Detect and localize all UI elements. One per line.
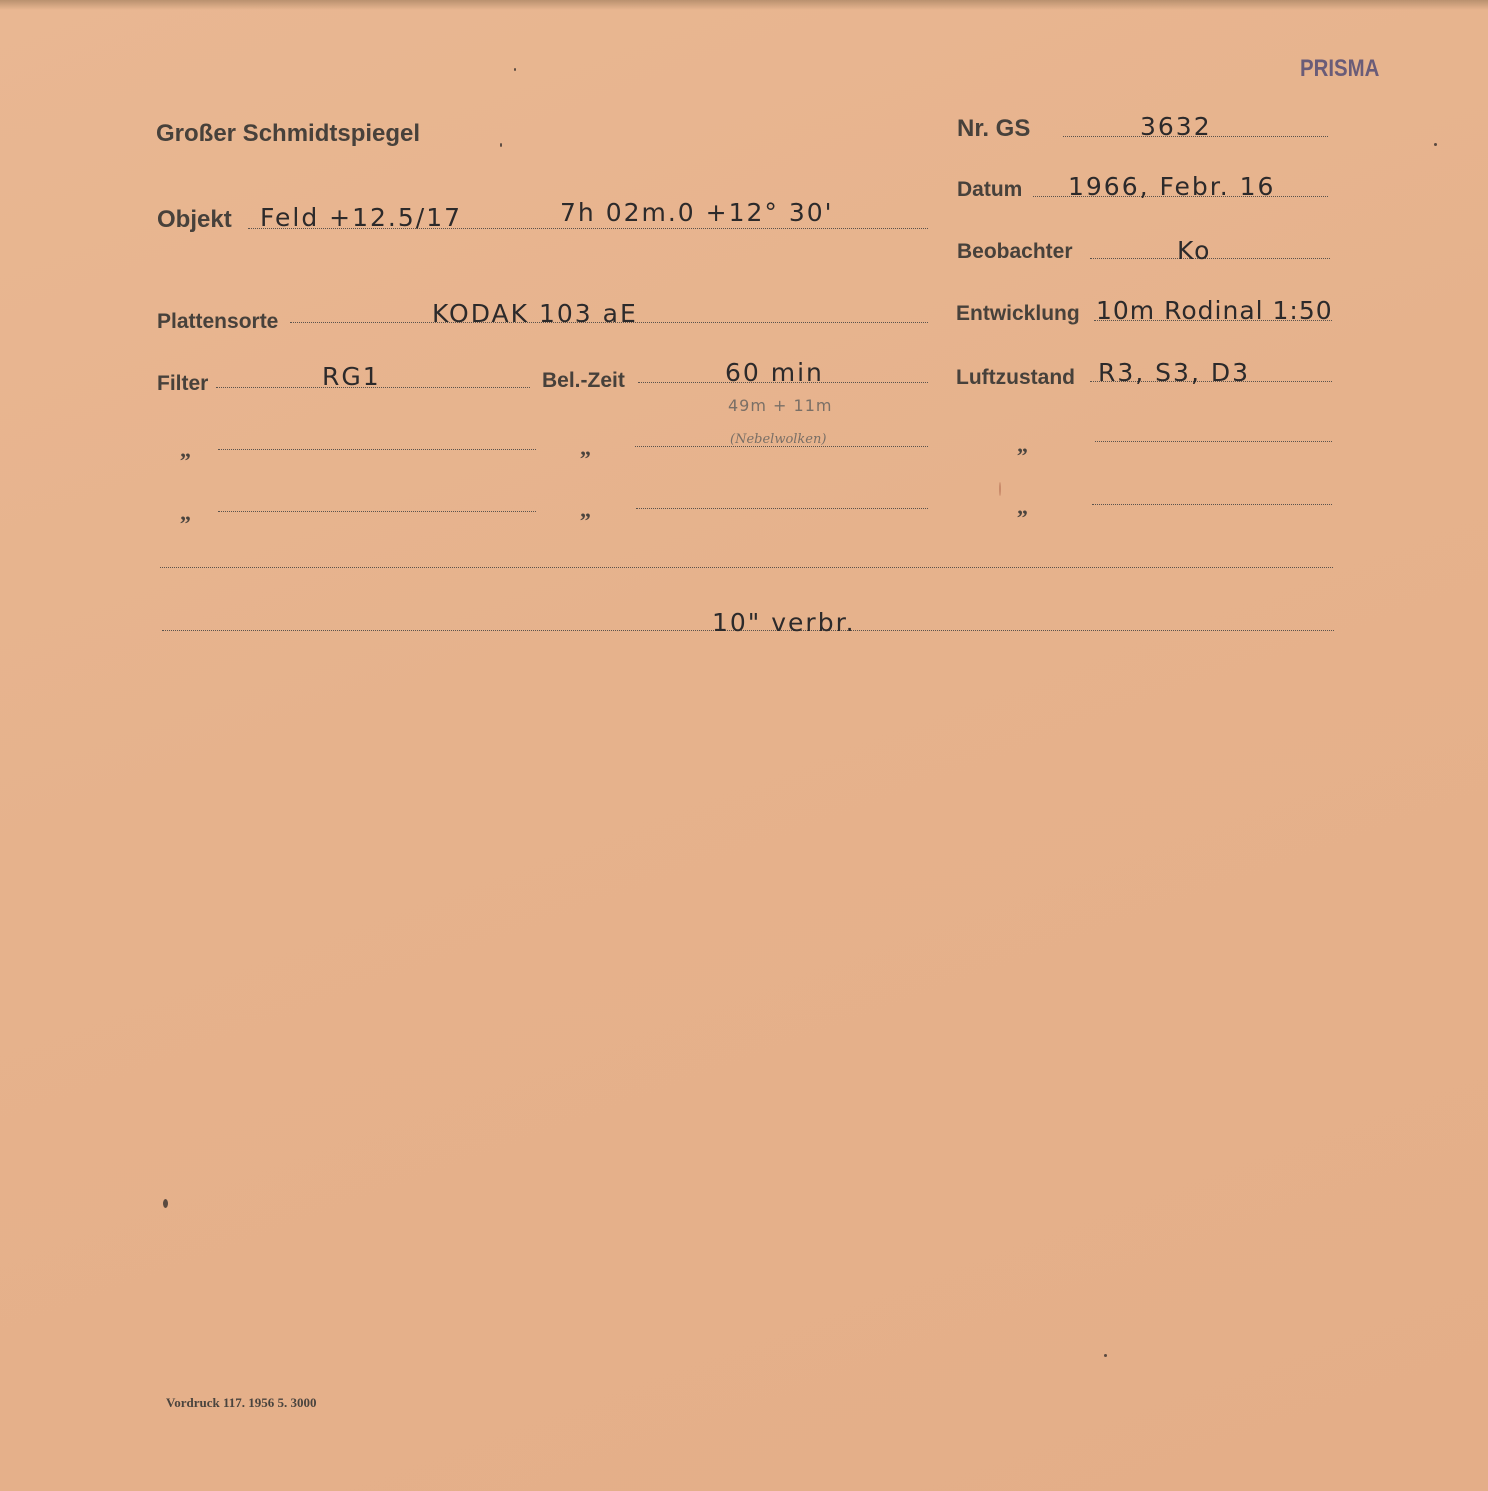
prisma-stamp: PRISMA: [1300, 55, 1380, 82]
beobachter-value: Ko: [1177, 236, 1212, 265]
card-title: Großer Schmidtspiegel: [156, 120, 421, 147]
datum-value: 1966, Febr. 16: [1068, 172, 1276, 201]
paper-speck: [1104, 1354, 1107, 1357]
luftzustand-value: R3, S3, D3: [1098, 358, 1250, 387]
top-edge-shadow: [0, 0, 1488, 10]
form-print-note: Vordruck 117. 1956 5. 3000: [166, 1395, 317, 1410]
nr-gs-value: 3632: [1140, 112, 1212, 141]
ditto-mark-belzeit-2: „: [580, 497, 591, 522]
plattensorte-label: Plattensorte: [157, 310, 279, 333]
belzeit-label: Bel.-Zeit: [542, 369, 625, 392]
ditto-mark-filter-2: „: [180, 500, 191, 525]
belzeit-note-split: 49m + 11m: [728, 396, 833, 415]
paper-speck: [1434, 143, 1437, 146]
ditto-mark-belzeit-1: „: [580, 435, 591, 460]
objekt-coordinates: 7h 02m.0 +12° 30': [560, 198, 834, 227]
filter-extra-line-2: [218, 511, 536, 512]
paper-mark: [999, 482, 1001, 496]
paper-speck: [500, 143, 502, 147]
belzeit-extra-line-2: [636, 508, 928, 509]
belzeit-value: 60 min: [725, 358, 824, 387]
beobachter-label: Beobachter: [957, 240, 1073, 263]
plattensorte-value: KODAK 103 aE: [432, 299, 638, 328]
ditto-mark-luft-2: „: [1017, 494, 1028, 519]
luft-extra-line-1: [1095, 441, 1332, 442]
filter-value: RG1: [322, 362, 381, 391]
objekt-label: Objekt: [157, 206, 232, 233]
remarks-note: 10" verbr.: [712, 608, 856, 637]
belzeit-extra-line-1: [635, 446, 928, 447]
objekt-value: Feld +12.5/17: [260, 203, 463, 232]
ditto-mark-luft-1: „: [1017, 432, 1028, 457]
ditto-mark-filter-1: „: [180, 437, 191, 462]
paper-speck: [514, 68, 516, 71]
nr-gs-label: Nr. GS: [957, 115, 1031, 142]
paper-speck: [163, 1199, 168, 1208]
entwicklung-value: 10m Rodinal 1:50: [1096, 296, 1333, 325]
datum-label: Datum: [957, 178, 1023, 201]
filter-label: Filter: [157, 372, 209, 395]
filter-extra-line-1: [218, 449, 536, 450]
luftzustand-label: Luftzustand: [956, 366, 1075, 389]
entwicklung-label: Entwicklung: [956, 302, 1080, 325]
belzeit-note-clouds: (Nebelwolken): [730, 432, 827, 447]
remarks-line-1: [160, 567, 1333, 568]
luft-extra-line-2: [1092, 504, 1332, 505]
